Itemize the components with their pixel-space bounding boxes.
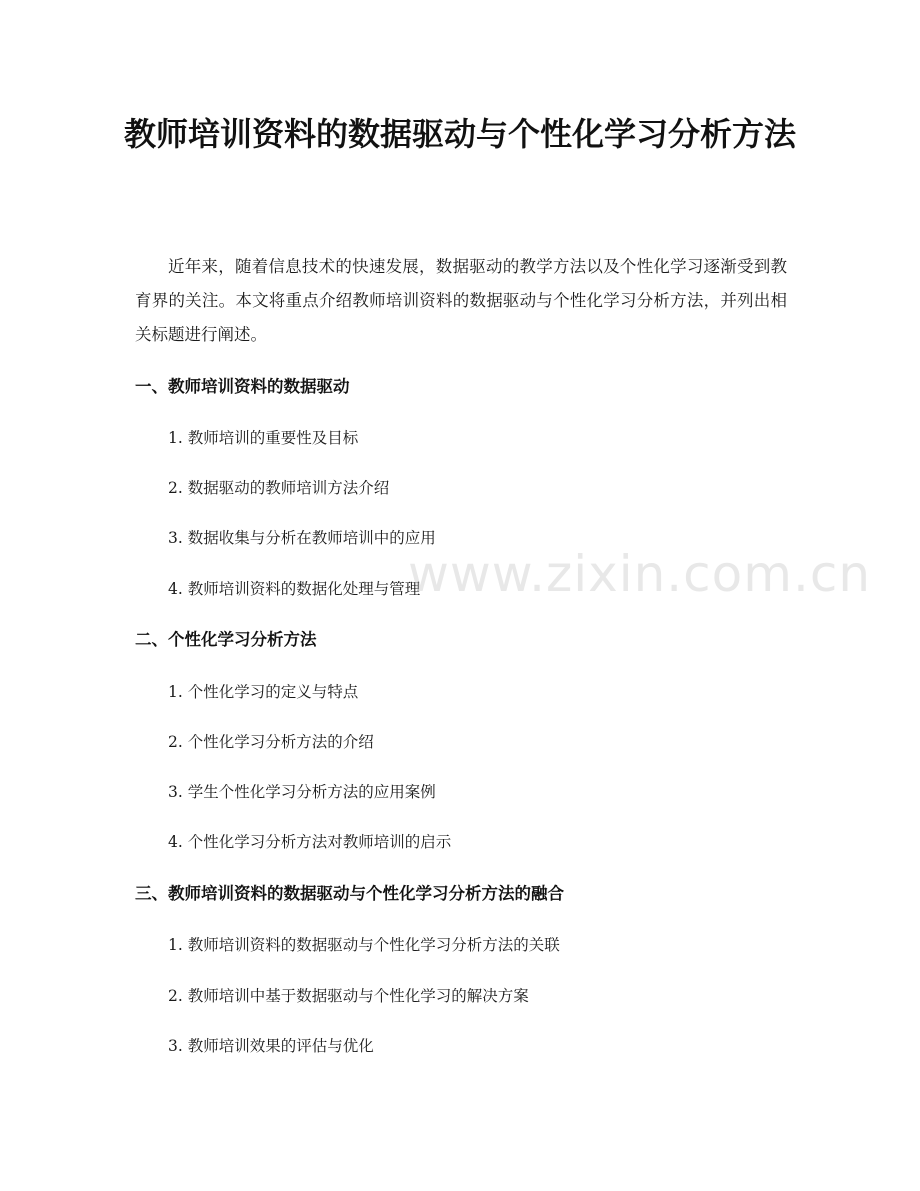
- list-item: 2. 数据驱动的教师培训方法介绍: [168, 479, 390, 497]
- list-item: 1. 教师培训资料的数据驱动与个性化学习分析方法的关联: [168, 936, 560, 954]
- list-item: 3. 教师培训效果的评估与优化: [168, 1037, 374, 1055]
- section-heading-1: 一、教师培训资料的数据驱动: [135, 377, 350, 396]
- list-item: 1. 教师培训的重要性及目标: [168, 429, 359, 447]
- section-heading-3: 三、教师培训资料的数据驱动与个性化学习分析方法的融合: [135, 884, 564, 903]
- section-heading-2: 二、个性化学习分析方法: [135, 630, 317, 649]
- watermark: www.zixin.com.cn: [408, 545, 872, 603]
- intro-paragraph: 近年来，随着信息技术的快速发展，数据驱动的教学方法以及个性化学习逐渐受到教育界的关注。本文将重点介绍教师培训资料的数据驱动与个性化学习分析方法，并列出相关标题进行阐述。: [135, 257, 787, 344]
- list-item: 2. 个性化学习分析方法的介绍: [168, 733, 374, 751]
- document-title: 教师培训资料的数据驱动与个性化学习分析方法: [123, 115, 796, 153]
- list-item: 3. 数据收集与分析在教师培训中的应用: [168, 529, 436, 547]
- list-item: 2. 教师培训中基于数据驱动与个性化学习的解决方案: [168, 987, 529, 1005]
- list-item: 4. 教师培训资料的数据化处理与管理: [168, 580, 421, 598]
- list-item: 1. 个性化学习的定义与特点: [168, 683, 359, 701]
- list-item: 4. 个性化学习分析方法对教师培训的启示: [168, 833, 452, 851]
- list-item: 3. 学生个性化学习分析方法的应用案例: [168, 783, 436, 801]
